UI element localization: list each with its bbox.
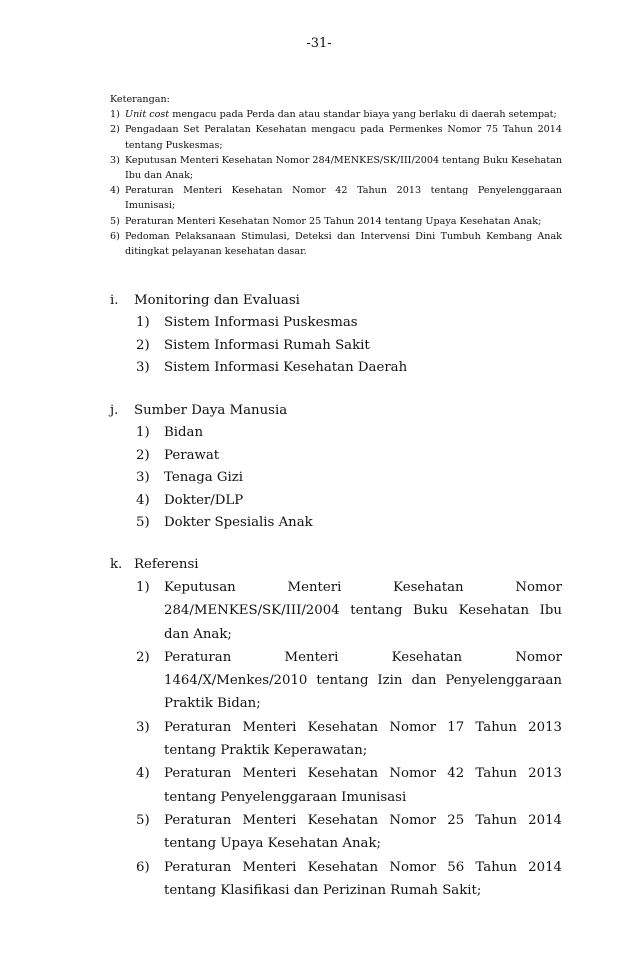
section-letter: k. [110,557,123,572]
reference-text: Peraturan Menteri Kesehatan Nomor 1464/X/Menkes/2010 tentang Izin dan Penyelenggaraan Praktik Bidan; [164,649,562,712]
reference-item [136,576,562,646]
section-list [110,422,562,535]
list-text: Sistem Informasi Rumah Sakit [164,337,370,353]
section-heading [110,400,562,422]
section-title: Referensi [134,557,199,572]
note-number: 1) [110,109,120,121]
list-number: 1) [136,315,150,330]
note-text: Pengadaan Set Peralatan Kesehatan mengacu pada Permenkes Nomor 75 Tahun 2014 tentang Puskesmas; [125,124,562,151]
note-number: 5) [110,215,120,227]
reference-item [136,762,562,809]
reference-text: Peraturan Menteri Kesehatan Nomor 42 Tahun 2013 tentang Penyelenggaraan Imunisasi [164,766,562,805]
list-number: 5) [136,515,150,530]
list-text: Dokter Spesialis Anak [164,515,313,530]
section-list [110,312,562,380]
note-text-rest: mengacu pada Perda dan atau standar biaya yang berlaku di daerah setempat; [169,109,557,121]
section-heading [110,554,562,576]
list-text: Perawat [164,447,220,463]
section-sdm [110,400,562,535]
note-number: 4) [110,185,120,197]
list-item [136,335,562,358]
note-item [110,107,562,122]
note-text: Keputusan Menteri Kesehatan Nomor 284/MENKES/SK/III/2004 tentang Buku Kesehatan Ibu dan Anak; [125,154,562,182]
reference-text: Peraturan Menteri Kesehatan Nomor 56 Tahun 2014 tentang Klasifikasi dan Perizinan Rumah Sakit; [164,859,562,898]
list-number: 4) [136,492,150,508]
notes-block [110,92,562,259]
list-number: 2) [136,337,150,353]
notes-title: Keterangan: [110,94,170,105]
list-number: 2) [136,447,150,463]
list-text: Dokter/DLP [164,492,244,508]
list-number: 4) [136,766,150,782]
list-text: Sistem Informasi Kesehatan Daerah [164,360,408,375]
reference-text: Peraturan Menteri Kesehatan Nomor 17 Tahun 2013 tentang Praktik Keperawatan; [164,719,562,759]
page-number: -31- [306,36,332,51]
section-letter: i. [110,293,119,308]
reference-item [136,809,562,856]
list-item [136,312,562,335]
list-item [136,357,562,380]
list-number: 2) [136,649,150,665]
list-number: 1) [136,580,150,595]
note-text: Pedoman Pelaksanaan Stimulasi, Deteksi dan Intervensi Dini Tumbuh Kembang Anak ditingkat pelayanan kesehatan dasar. [125,230,562,258]
reference-text: Keputusan Menteri Kesehatan Nomor 284/MENKES/SK/III/2004 tentang Buku Kesehatan Ibu dan Anak; [164,580,562,642]
section-referensi [110,554,562,902]
list-item [136,422,562,445]
note-number: 2) [110,124,120,136]
list-number: 3) [136,719,150,735]
note-text [125,107,562,122]
section-monitoring [110,290,562,380]
list-number: 6) [136,859,150,875]
section-heading [110,290,562,312]
section-letter: j. [110,403,119,418]
list-number: 3) [136,360,150,375]
reference-item [136,856,562,903]
list-text: Bidan [164,425,204,440]
note-number: 3) [110,154,120,166]
section-title: Monitoring dan Evaluasi [134,293,300,308]
note-number: 6) [110,230,120,242]
list-text: Tenaga Gizi [164,470,243,485]
note-emphasis: Unit cost [125,109,170,121]
list-number: 3) [136,470,150,485]
reference-item [136,716,562,763]
list-item [136,512,562,535]
list-text: Sistem Informasi Puskesmas [164,315,358,330]
list-item [136,445,562,468]
reference-text: Peraturan Menteri Kesehatan Nomor 25 Tahun 2014 tentang Upaya Kesehatan Anak; [164,812,562,852]
section-title: Sumber Daya Manusia [134,403,288,418]
list-item [136,467,562,490]
section-list [110,576,562,902]
note-item [110,229,562,259]
note-item [110,214,562,229]
note-text: Peraturan Menteri Kesehatan Nomor 25 Tahun 2014 tentang Upaya Kesehatan Anak; [125,215,542,227]
list-number: 1) [136,425,150,440]
note-item [110,153,562,183]
list-item [136,490,562,513]
list-number: 5) [136,812,150,828]
reference-item [136,646,562,716]
note-item [110,122,562,152]
note-text: Peraturan Menteri Kesehatan Nomor 42 Tahun 2013 tentang Penyelenggaraan Imunisasi; [125,185,562,212]
note-item [110,183,562,213]
